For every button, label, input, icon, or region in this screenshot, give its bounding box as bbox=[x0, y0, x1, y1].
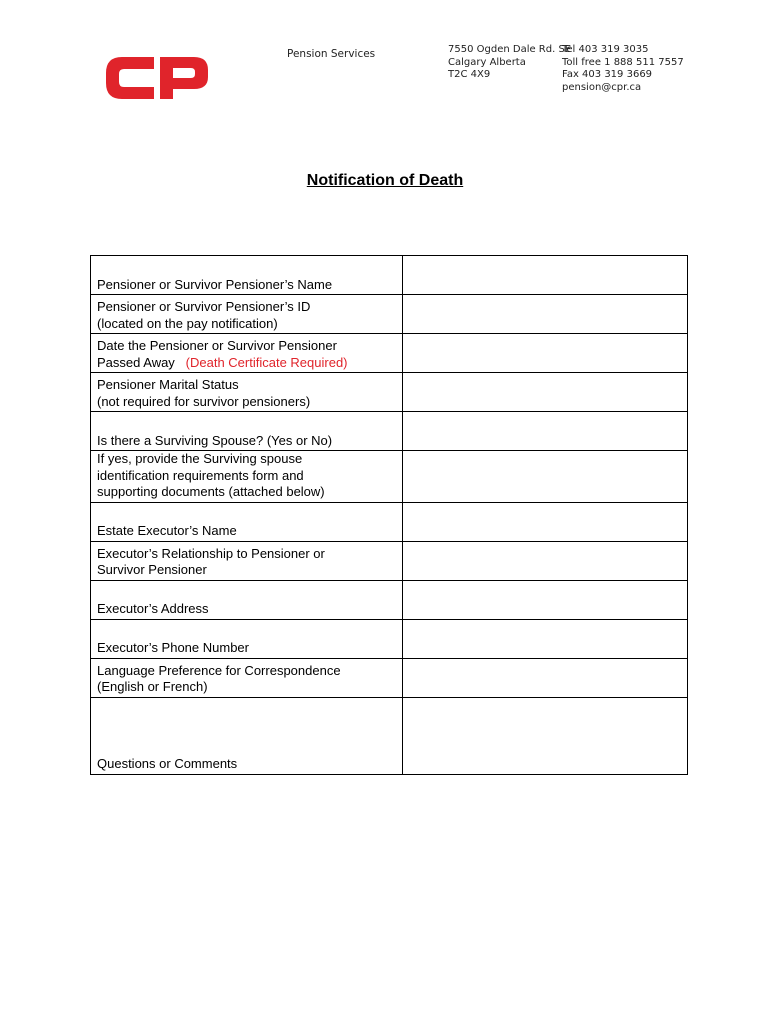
contact-email[interactable]: pension@cpr.ca bbox=[562, 81, 642, 93]
row-label: Pensioner Marital Status (not required for survivor pensioners) bbox=[91, 373, 403, 412]
form-row bbox=[91, 256, 688, 295]
row-label: Executor’s Address bbox=[91, 580, 403, 619]
row-label: Pensioner or Survivor Pensioner’s Name bbox=[91, 256, 403, 295]
form-row bbox=[91, 541, 688, 580]
page-title: Notification of Death bbox=[306, 172, 464, 189]
surviving-spouse-field[interactable] bbox=[403, 412, 688, 451]
spouse-documents-field[interactable] bbox=[403, 451, 688, 503]
form-row bbox=[91, 451, 688, 503]
address-line: Calgary Alberta bbox=[448, 56, 526, 68]
row-label: Executor’s Relationship to Pensioner or Survivor Pensioner bbox=[91, 541, 403, 580]
name-field[interactable] bbox=[403, 256, 688, 295]
row-label: Pensioner or Survivor Pensioner’s ID (located on the pay notification) bbox=[91, 295, 403, 334]
address-line: 7550 Ogden Dale Rd. SE bbox=[448, 44, 572, 55]
form-row bbox=[91, 658, 688, 697]
cp-logo bbox=[104, 55, 210, 101]
row-label: Executor’s Phone Number bbox=[91, 619, 403, 658]
form-row bbox=[91, 502, 688, 541]
form-row bbox=[91, 697, 688, 774]
executor-name-field[interactable] bbox=[403, 502, 688, 541]
form-row bbox=[91, 295, 688, 334]
marital-status-field[interactable] bbox=[403, 373, 688, 412]
row-label: Is there a Surviving Spouse? (Yes or No) bbox=[91, 412, 403, 451]
row-label: If yes, provide the Surviving spouse identification requirements form and supporting documents (attached below) bbox=[91, 451, 403, 503]
language-preference-field[interactable] bbox=[403, 658, 688, 697]
notification-form-table bbox=[90, 255, 688, 775]
row-label: Questions or Comments bbox=[91, 697, 403, 774]
form-row bbox=[91, 373, 688, 412]
form-row bbox=[91, 412, 688, 451]
form-row bbox=[91, 619, 688, 658]
id-field[interactable] bbox=[403, 295, 688, 334]
address-line: T2C 4X9 bbox=[448, 69, 491, 80]
date-of-death-field[interactable] bbox=[403, 334, 688, 373]
row-label: Date the Pensioner or Survivor Pensioner Passed Away (Death Certificate Required) bbox=[91, 334, 403, 373]
executor-relationship-field[interactable] bbox=[403, 541, 688, 580]
row-label: Language Preference for Correspondence (English or French) bbox=[91, 658, 403, 697]
comments-field[interactable] bbox=[403, 697, 688, 774]
department-name: Pension Services bbox=[287, 48, 376, 60]
death-certificate-note: (Death Certificate Required) bbox=[185, 354, 348, 370]
contact-block bbox=[562, 44, 684, 94]
executor-phone-field[interactable] bbox=[403, 619, 688, 658]
form-row bbox=[91, 334, 688, 373]
executor-address-field[interactable] bbox=[403, 580, 688, 619]
contact-fax: Fax 403 319 3669 bbox=[562, 69, 653, 80]
contact-tollfree: Toll free 1 888 511 7557 bbox=[562, 56, 684, 68]
contact-phone: Tel 403 319 3035 bbox=[562, 44, 649, 55]
address-block bbox=[448, 44, 571, 82]
row-label: Estate Executor’s Name bbox=[91, 502, 403, 541]
form-row bbox=[91, 580, 688, 619]
cp-logo-graphic bbox=[104, 55, 210, 101]
